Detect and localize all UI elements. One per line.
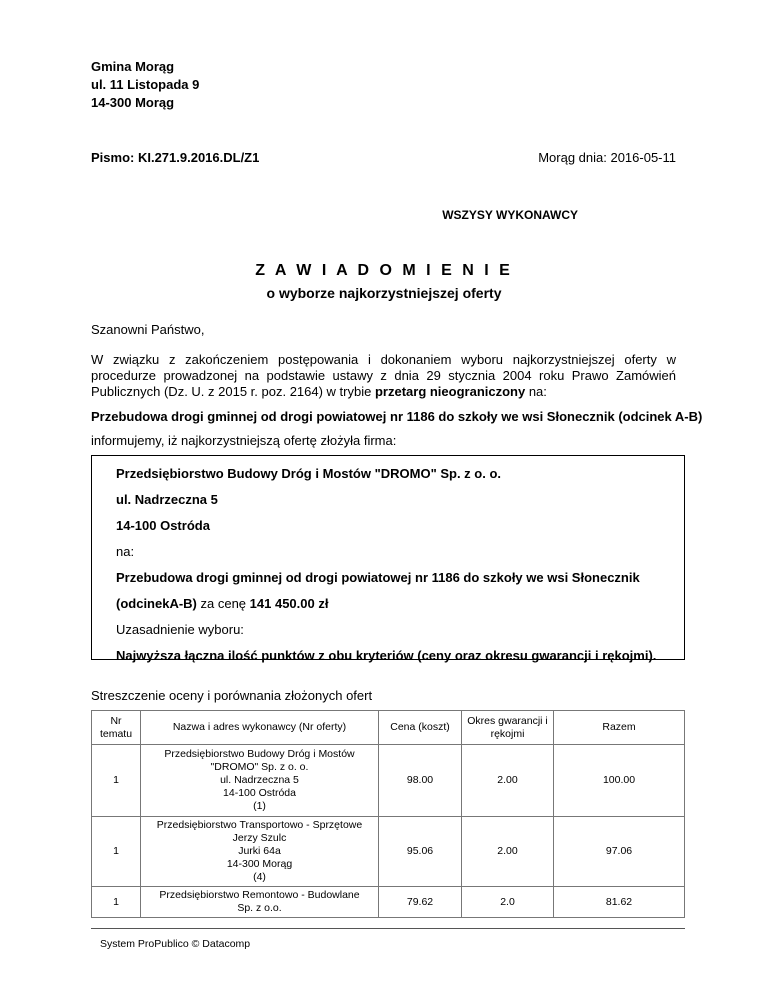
cell-total: 100.00 [554,745,685,817]
recipient: WSZYSY WYKONAWCY [442,208,578,222]
price-prefix: za cenę [196,596,250,611]
cell-name [141,887,379,918]
cell-nr: 1 [92,887,141,918]
intro-suffix: na: [525,384,547,399]
table-row [92,817,685,887]
winner-price: 141 450.00 zł [249,596,329,611]
summary-title: Streszczenie oceny i porównania złożonych ofert [91,688,373,703]
table-row [92,745,685,817]
cell-nr: 1 [92,817,141,887]
document-title: Z A W I A D O M I E N I E [255,262,513,279]
cell-warranty: 2.0 [462,887,554,918]
winner-subject-price [116,591,684,617]
table-row [92,887,685,918]
cell-name-line: Przedsiębiorstwo Remontowo - Budowlane [159,889,360,901]
cell-warranty: 2.00 [462,817,554,887]
cell-name-line: 14-300 Morąg [226,858,293,870]
header-price: Cena (koszt) [379,711,462,745]
cell-price: 98.00 [379,745,462,817]
cell-name [141,817,379,887]
cell-name [141,745,379,817]
cell-name-line: Przedsiębiorstwo Budowy Dróg i Mostów [164,748,355,760]
winner-city: 14-100 Ostróda [116,518,210,533]
subject-line: Przebudowa drogi gminnej od drogi powiatowej nr 1186 do szkoły we wsi Słonecznik (odcinek A-B) [91,409,703,424]
sender-street: ul. 11 Listopada 9 [91,77,200,92]
header-warranty: Okres gwarancji i rękojmi [462,711,554,745]
sender-name: Gmina Morąg [91,59,175,74]
results-table [91,710,685,918]
justification-label: Uzasadnienie wyboru: [116,622,244,637]
winner-na: na: [116,544,135,559]
winner-name: Przedsiębiorstwo Budowy Dróg i Mostów "DROMO" Sp. z o. o. [116,466,502,481]
cell-price: 79.62 [379,887,462,918]
document-subtitle: o wyborze najkorzystniejszej oferty [266,285,502,301]
winner-subject-1: Przebudowa drogi gminnej od drogi powiatowej nr 1186 do szkoły we wsi Słonecznik [116,570,640,585]
sender-city: 14-300 Morąg [91,95,175,110]
header-name: Nazwa i adres wykonawcy (Nr oferty) [141,711,379,745]
cell-name-line: Sp. z o.o. [237,902,282,914]
winner-box [91,455,685,663]
reference-number: Pismo: KI.271.9.2016.DL/Z1 [91,150,260,165]
header-total: Razem [554,711,685,745]
cell-nr: 1 [92,745,141,817]
document-date: Morąg dnia: 2016-05-11 [538,150,676,165]
cell-total: 97.06 [554,817,685,887]
cell-name-line: Jerzy Szulc [232,832,287,844]
cell-name-line: 14-100 Ostróda [223,787,296,799]
cell-warranty: 2.00 [462,745,554,817]
cell-name-line: (1) [253,800,266,812]
cell-price: 95.06 [379,817,462,887]
cell-name-line: (4) [253,871,266,883]
cell-name-line: Przedsiębiorstwo Transportowo - Sprzętowe [156,819,363,831]
greeting: Szanowni Państwo, [91,322,205,337]
cell-name-line: "DROMO" Sp. z o. o. [210,761,309,773]
header-nr: Nr tematu [92,711,141,745]
footer-divider [91,928,685,929]
cell-name-line: ul. Nadrzeczna 5 [220,774,299,786]
inform-line: informujemy, iż najkorzystniejszą ofertę złożyła firma: [91,433,397,448]
justification-text: Najwyższa łączna ilość punktów z obu kryteriów (ceny oraz okresu gwarancji i rękojmi). [116,648,657,663]
footer-text: System ProPublico © Datacomp [100,938,251,950]
results-body [92,745,685,918]
winner-subject-2: (odcinekA-B) [116,596,197,611]
procedure-mode: przetarg nieograniczony [374,384,526,399]
intro-text: W związku z zakończeniem postępowania i dokonaniem wyboru najkorzystniejszej oferty w procedurze prowadzonej na podstawie ustawy z dnia 29 stycznia 2004 roku Prawo Zamówień Publicznych (Dz. U. z 2015 r. poz. 2164) w trybie [91,352,676,399]
sender-address [91,58,199,112]
cell-name-line: Jurki 64a [238,845,281,857]
intro-paragraph [91,352,676,400]
winner-street: ul. Nadrzeczna 5 [116,492,218,507]
cell-total: 81.62 [554,887,685,918]
